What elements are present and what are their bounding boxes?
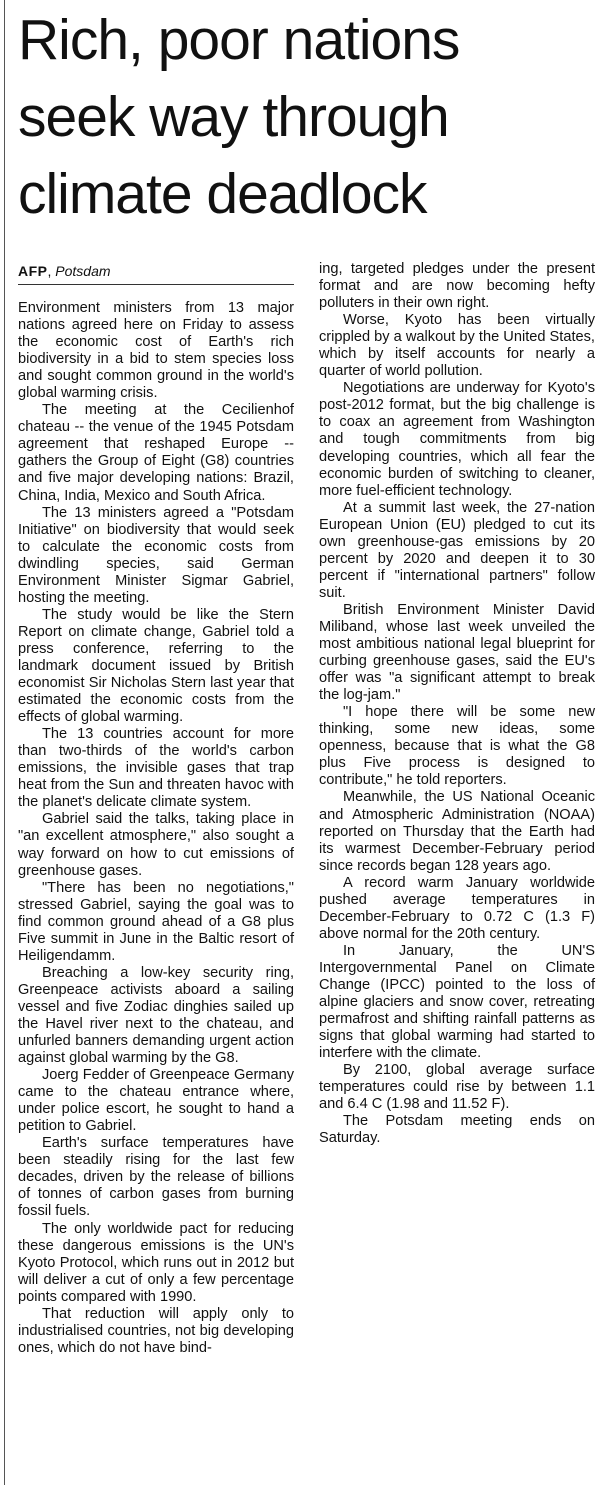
paragraph: Gabriel said the talks, taking place in "an excellent atmosphere," also sought a way forward on how to cut emissions of greenhouse gases.: [18, 811, 294, 879]
paragraph: The only worldwide pact for reducing these dangerous emissions is the UN's Kyoto Protocol, which runs out in 2012 but will deliver a cut of only a few percentage points compared with 1990.: [18, 1220, 294, 1305]
paragraph: Joerg Fedder of Greenpeace Germany came to the chateau entrance where, under police escort, he sought to hand a petition to Gabriel.: [18, 1067, 294, 1135]
paragraph: Meanwhile, the US National Oceanic and Atmospheric Administration (NOAA) reported on Thursday that the Earth had its warmest December-February period since records began 128 years ago.: [319, 789, 595, 874]
headline-line-3: climate deadlock: [18, 162, 427, 226]
paragraph: Negotiations are underway for Kyoto's post-2012 format, but the big challenge is to coax an agreement from Washington and tough commitments from big developing countries, which all fear the economic burden of switching to cleaner, more fuel-efficient technology.: [319, 380, 595, 499]
byline-location: Potsdam: [55, 263, 111, 279]
paragraph: The study would be like the Stern Report on climate change, Gabriel told a press conference, referring to the landmark document issued by British economist Sir Nicholas Stern last year that estimated the economic costs from the effects of global warming.: [18, 606, 294, 726]
paragraph: "There has been no negotiations," stressed Gabriel, saying the goal was to find common ground ahead of a G8 plus Five summit in June in the Baltic resort of Heiligendamm.: [18, 879, 294, 964]
paragraph: The Potsdam meeting ends on Saturday.: [319, 1113, 595, 1147]
paragraph: That reduction will apply only to industrialised countries, not big developing ones, which do not have bind-: [18, 1305, 294, 1356]
paragraph: The 13 ministers agreed a "Potsdam Initiative" on biodiversity that would seek to calculate the economic costs from dwindling species, said German Environment Minister Sigmar Gabriel, hosting the meeting.: [18, 504, 294, 606]
paragraph: "I hope there will be some new thinking, some new ideas, some openness, because that is what the G8 plus Five process is designed to contribute," he told reporters.: [319, 704, 595, 789]
byline: AFP, Potsdam: [18, 263, 111, 279]
paragraph: British Environment Minister David Miliband, whose last week unveiled the most ambitious national legal blueprint for curbing greenhouse gases, said the EU's offer was "a significant attempt to break the log-jam.": [319, 601, 595, 704]
left-column-rule: [4, 0, 5, 1485]
headline-line-1: Rich, poor nations: [18, 8, 460, 72]
paragraph: By 2100, global average surface temperatures could rise by between 1.1 and 6.4 C (1.98 and 11.52 F).: [319, 1062, 595, 1113]
paragraph: Environment ministers from 13 major nations agreed here on Friday to assess the economic cost of Earth's rich biodiversity in a bid to stem species loss and sought common ground in the world's global warming crisis.: [18, 300, 294, 402]
headline: [18, 2, 598, 233]
paragraph: The meeting at the Cecilienhof chateau -- the venue of the 1945 Potsdam agreement that reshaped Europe -- gathers the Group of Eight (G8) countries and five major developing nations: Brazil, China, India, Mexico and South Africa.: [18, 402, 294, 504]
paragraph: Worse, Kyoto has been virtually crippled by a walkout by the United States, which by itself accounts for nearly a quarter of world pollution.: [319, 312, 595, 380]
paragraph: Earth's surface temperatures have been steadily rising for the last few decades, driven by the release of billions of tonnes of carbon gases from burning fossil fuels.: [18, 1135, 294, 1220]
paragraph: In January, the UN'S Intergovernmental Panel on Climate Change (IPCC) pointed to the loss of alpine glaciers and snow cover, retreating permafrost and shifting rainfall patterns as signs that global warming had started to interfere with the climate.: [319, 942, 595, 1062]
paragraph-continued: ing, targeted pledges under the present format and are now becoming hefty polluters in their own right.: [319, 261, 595, 312]
article-column-1: [18, 300, 294, 1357]
paragraph: Breaching a low-key security ring, Greenpeace activists aboard a sailing vessel and five Zodiac dinghies sailed up the Havel river next to the chateau, and unfurled banners demanding urgent action against global warming by the G8.: [18, 964, 294, 1067]
paragraph: A record warm January worldwide pushed average temperatures in December-February to 0.72 C (1.3 F) above normal for the 20th century.: [319, 874, 595, 942]
article-column-2: [319, 261, 595, 1147]
paragraph: At a summit last week, the 27-nation European Union (EU) pledged to cut its own greenhouse-gas emissions by 20 percent by 2020 and deepen it to 30 percent if "international partners" follow suit.: [319, 499, 595, 601]
paragraph: The 13 countries account for more than two-thirds of the world's carbon emissions, the invisible gases that trap heat from the Sun and threaten havoc with the planet's delicate climate system.: [18, 726, 294, 811]
byline-divider: [18, 284, 294, 285]
headline-line-2: seek way through: [18, 85, 449, 149]
byline-agency: AFP: [18, 263, 48, 279]
